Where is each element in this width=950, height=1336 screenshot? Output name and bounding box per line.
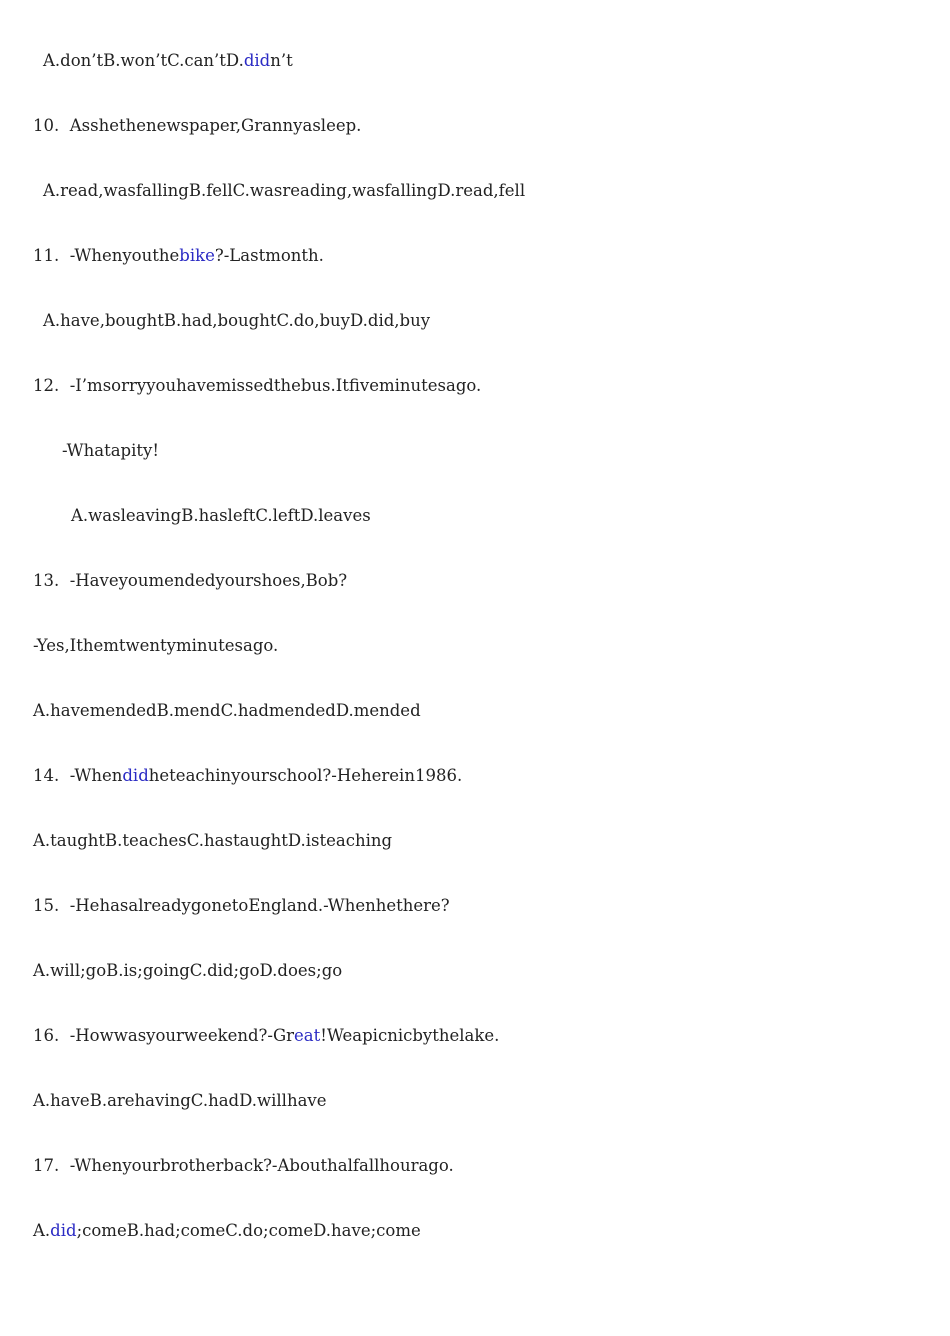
question-10 <box>12 96 361 156</box>
segment: 14. -When <box>32 766 123 785</box>
question-12-reply <box>41 421 159 481</box>
segment: ;comeB.had;comeC.do;comeD.have;come <box>76 1221 421 1240</box>
highlighted-segment: eat <box>294 1026 321 1045</box>
segment: A.wasleavingB.hasleftC.leftD.leaves <box>70 506 371 525</box>
question-13 <box>12 551 347 611</box>
segment: A.have,boughtB.had,boughtC.do,buyD.did,buy <box>42 311 431 330</box>
segment: 13. -Haveyoumendedyourshoes,Bob? <box>32 571 348 590</box>
question-14-options <box>12 811 392 871</box>
segment: A.read,wasfallingB.fellC.wasreading,wasfallingD.read,fell <box>42 181 526 200</box>
question-16 <box>12 1006 499 1066</box>
question-15-options <box>12 941 342 1001</box>
question-10-options <box>22 161 525 221</box>
segment: A.haveB.arehavingC.hadD.willhave <box>32 1091 327 1110</box>
question-17-options <box>12 1201 421 1261</box>
question-17 <box>12 1136 454 1196</box>
segment: 12. -I’msorryyouhavemissedthebus.Itfiveminutesago. <box>32 376 482 395</box>
question-12-options <box>50 486 371 546</box>
segment: A.taughtB.teachesC.hastaughtD.isteaching <box>32 831 393 850</box>
highlighted-segment: did <box>122 766 149 785</box>
question-13-reply <box>12 616 278 676</box>
question-11 <box>12 226 324 286</box>
highlighted-segment: did <box>50 1221 77 1240</box>
segment: n’t <box>270 51 293 70</box>
segment: 16. -Howwasyourweekend?-Gr <box>32 1026 295 1045</box>
highlighted-segment: did <box>243 51 271 70</box>
question-9-options <box>22 31 293 91</box>
segment: -Yes,Ithemtwentyminutesago. <box>32 636 279 655</box>
question-14 <box>12 746 462 806</box>
segment: A.havemendedB.mendC.hadmendedD.mended <box>32 701 421 720</box>
segment: A.will;goB.is;goingC.did;goD.does;go <box>32 961 343 980</box>
question-11-options <box>22 291 430 351</box>
segment: 15. -HehasalreadygonetoEngland.-Whenhethere? <box>32 896 450 915</box>
segment: !Weapicnicbythelake. <box>320 1026 500 1045</box>
segment: 11. -Whenyouthe <box>32 246 180 265</box>
segment: A. <box>32 1221 51 1240</box>
question-12 <box>12 356 481 416</box>
segment: -Whatapity! <box>61 441 159 460</box>
segment: heteachinyourschool?-Heherein1986. <box>148 766 463 785</box>
question-15 <box>12 876 450 936</box>
highlighted-segment: bike <box>179 246 215 265</box>
question-13-options <box>12 681 421 741</box>
segment: 10. Asshethenewspaper,Grannyasleep. <box>32 116 362 135</box>
segment: 17. -Whenyourbrotherback?-Abouthalfallhourago. <box>32 1156 454 1175</box>
segment: A.don’tB.won’tC.can’tD. <box>42 51 244 70</box>
segment: ?-Lastmonth. <box>214 246 324 265</box>
question-16-options <box>12 1071 327 1131</box>
